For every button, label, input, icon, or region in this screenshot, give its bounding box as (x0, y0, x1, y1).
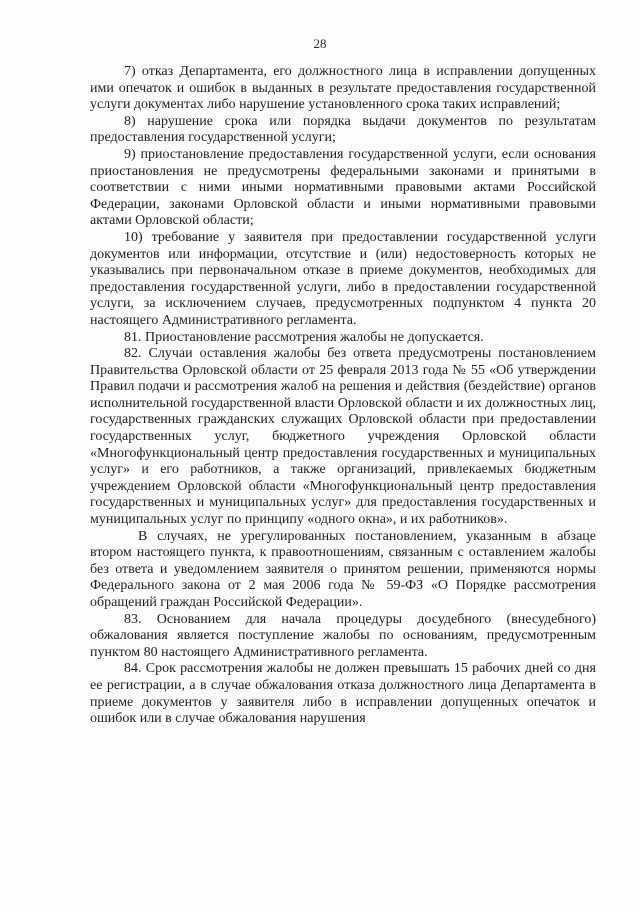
paragraph-82: 82. Случаи оставления жалобы без ответа предусмотрены постановлением Правительства Орловской области от 25 февраля 2013 года № 55 «Об утверждении Правил подачи и рассмотрения жалоб на решения и действия (бездействие) органов исполнительной государственной власти Орловской области и их должностных лиц, государственных гражданских служащих Орловской области при предоставлении государственных услуг, бюджетного учреждения Орловской области «Многофункциональный центр предоставления государственных и муниципальных услуг» и его работников, а также организаций, привлекаемых бюджетным учреждением Орловской области «Многофункциональный центр предоставления государственных и муниципальных услуг» для предоставления государственных и муниципальных услуг по принципу «одного окна», и их работников». (90, 346, 596, 528)
page-number: 28 (313, 36, 327, 51)
paragraph-82-second: В случаях, не урегулированных постановлением, указанным в абзаце втором настоящего пункта, к правоотношениям, связанным с оставлением жалобы без ответа и уведомлением заявителя о принятом решении, применяются нормы Федерального закона от 2 мая 2006 года № 59-ФЗ «О Порядке рассмотрения обращений граждан Российской Федерации». (90, 528, 596, 610)
paragraph-84: 84. Срок рассмотрения жалобы не должен превышать 15 рабочих дней со дня ее регистрации, а в случае обжалования отказа должностного лица Департамента в приеме документов у заявителя либо в исправлении допущенных опечаток и ошибок или в случае обжалования нарушения (90, 661, 596, 727)
document-body (90, 64, 596, 728)
paragraph-item-9: 9) приостановление предоставления государственной услуги, если основания приостановления не предусмотрены федеральными законами и принятыми в соответствии с ними иными нормативными правовыми актами Российской Федерации, законами Орловской области и иными нормативными правовыми актами Орловской области; (90, 146, 596, 229)
paragraph-item-8: 8) нарушение срока или порядка выдачи документов по результатам предоставления государственной услуги; (90, 113, 596, 146)
paragraph-item-10: 10) требование у заявителя при предоставлении государственной услуги документов или информации, отсутствие и (или) недостоверность которых не указывались при первоначальном отказе в приеме документов, необходимых для предоставления государственной услуги, либо в предоставлении государственной услуги, за исключением случаев, предусмотренных подпунктом 4 пункта 20 настоящего Административного регламента. (90, 229, 596, 328)
paragraph-81: 81. Приостановление рассмотрения жалобы не допускается. (124, 329, 484, 345)
paragraph-item-7: 7) отказ Департамента, его должностного лица в исправлении допущенных ими опечаток и ошибок в выданных в результате предоставления государственной услуги документах либо нарушение установленного срока таких исправлений; (90, 64, 596, 113)
paragraph-83: 83. Основанием для начала процедуры досудебного (внесудебного) обжалования является поступление жалобы по основаниям, предусмотренным пунктом 80 настоящего Административного регламента. (90, 611, 596, 660)
